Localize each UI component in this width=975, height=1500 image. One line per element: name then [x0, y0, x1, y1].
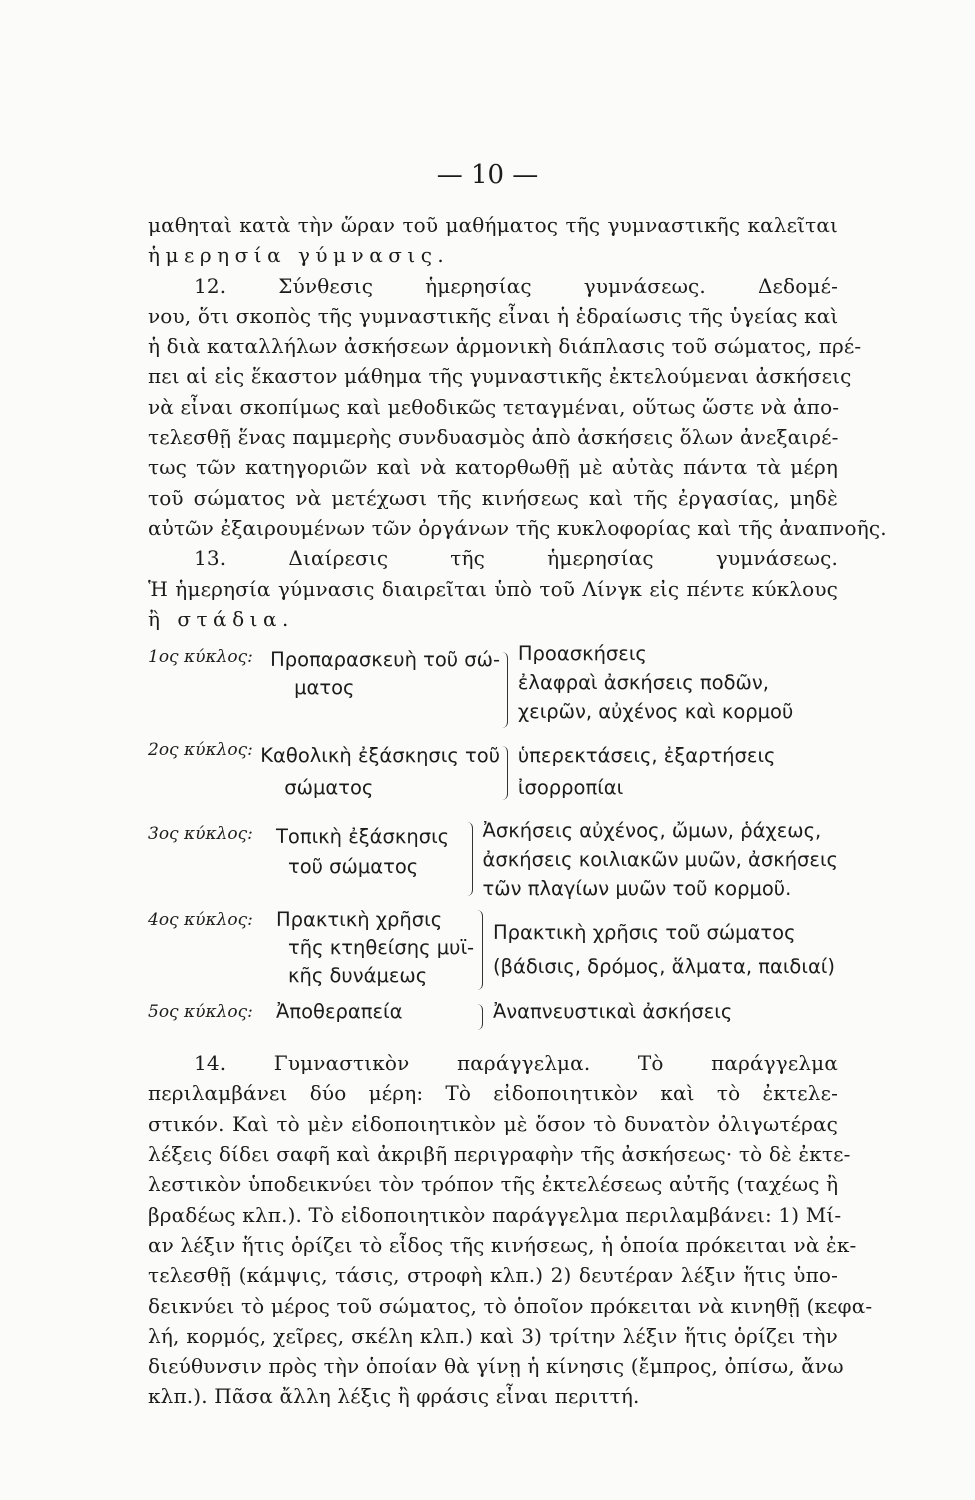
cycle-label: 3ος κύκλος:: [148, 824, 253, 845]
cycle-desc: ἐλαφραὶ ἀσκήσεις ποδῶν,: [517, 671, 769, 695]
section-13-heading: 13. Διαίρεσις τῆς ἡμερησίας γυμνάσεως.: [194, 546, 838, 571]
text-line: αὐτῶν ἐξαιρουμένων τῶν ὀργάνων τῆς κυκλοφορίας καὶ τῆς ἀναπνοῆς.: [148, 515, 887, 540]
cycle-label: 1ος κύκλος:: [148, 647, 253, 668]
cycle-row: [148, 740, 838, 816]
text-line: λέξεις δίδει σαφῆ καὶ ἀκριβῆ περιγραφὴν τῆς ἀσκήσεως· τὸ δὲ ἐκτε-: [148, 1142, 851, 1167]
text-line: τως τῶν κατηγοριῶν καὶ νὰ κατορθωθῇ μὲ αὐτὰς πάντα τὰ μέρη: [148, 455, 838, 480]
cycle-row: [148, 904, 838, 1000]
section-12-heading: 12. Σύνθεσις ἡμερησίας γυμνάσεως. Δεδομέ-: [194, 273, 838, 298]
cycle-desc: χειρῶν, αὐχένος καὶ κορμοῦ: [517, 700, 794, 724]
cycle-title: Ἀποθεραπεία: [276, 1000, 403, 1024]
cycle-title: Προπαρασκευὴ τοῦ σώ-: [270, 648, 500, 672]
cycle-row: [148, 642, 838, 740]
cycle-desc: Ἀναπνευστικαὶ ἀσκήσεις: [492, 1000, 733, 1024]
text-line: βραδέως κλπ.). Τὸ εἰδοποιητικὸν παράγγελμα περιλαμβάνει: 1) Μί-: [148, 1202, 842, 1227]
brace: [464, 822, 472, 896]
text-line: διεύθυνσιν πρὸς τὴν ὁποίαν θὰ γίνῃ ἡ κίνησις (ἔμπρος, ὀπίσω, ἄνω: [148, 1354, 844, 1379]
text-line: αν λέξιν ἥτις ὁρίζει τὸ εἶδος τῆς κινήσεως, ἡ ὁποία πρόκειται νὰ ἐκ-: [148, 1232, 857, 1257]
cycle-title: ματος: [294, 676, 355, 700]
cycle-row: [148, 816, 838, 904]
text-line: πει αἱ εἰς ἕκαστον μάθημα τῆς γυμναστικῆς ἐκτελούμεναι ἀσκήσεις: [148, 364, 852, 389]
cycle-desc: Προασκήσεις: [517, 642, 647, 666]
cycle-label: 2ος κύκλος:: [148, 740, 253, 761]
text-line: δεικνύει τὸ μέρος τοῦ σώματος, τὸ ὁποῖον πρόκειται νὰ κινηθῇ (κεφα-: [148, 1293, 873, 1318]
brace: [500, 652, 508, 728]
text-line: τελεσθῇ ἕνας παμμερὴς συνδυασμὸς ἀπὸ ἀσκήσεις ὅλων ἀνεξαιρέ-: [148, 425, 839, 450]
cycle-row: [148, 1000, 838, 1040]
cycle-label: 5ος κύκλος:: [148, 1002, 253, 1023]
cycle-desc: ἰσορροπίαι: [517, 776, 624, 800]
text-line: κλπ.). Πᾶσα ἄλλη λέξις ἢ φράσις εἶναι περιττή.: [148, 1384, 640, 1409]
text-line: λεστικὸν ὑποδεικνύει τὸν τρόπον τῆς ἐκτελέσεως αὐτῆς (ταχέως ἢ: [148, 1172, 839, 1197]
text-line: λή, κορμός, χεῖρες, σκέλη κλπ.) καὶ 3) τρίτην λέξιν ἥτις ὁρίζει τὴν: [148, 1323, 838, 1348]
brace: [475, 910, 483, 990]
text-line: ἡ διὰ καταλλήλων ἀσκήσεων ἁρμονικὴ διάπλασις τοῦ σώματος, πρέ-: [148, 334, 862, 359]
page-number: — 10 —: [436, 160, 539, 190]
cycle-desc: (βάδισις, δρόμος, ἅλματα, παιδιαί): [492, 955, 836, 979]
cycle-title: Πρακτικὴ χρῆσις: [276, 908, 443, 932]
cycle-title: τῆς κτηθείσης μυϊ-: [288, 936, 475, 960]
text-line: μαθηταὶ κατὰ τὴν ὥραν τοῦ μαθήματος τῆς γυμναστικῆς καλεῖται: [148, 213, 838, 237]
cycle-desc: Ἀσκήσεις αὐχένος, ὤμων, ῥάχεως,: [482, 819, 822, 843]
text-line: νὰ εἶναι σκοπίμως καὶ μεθοδικῶς τεταγμέναι, οὕτως ὥστε νὰ ἀπο-: [148, 394, 840, 419]
page-body: [148, 210, 887, 1412]
cycle-title: σώματος: [284, 776, 374, 800]
cycle-desc: ἀσκήσεις κοιλιακῶν μυῶν, ἀσκήσεις: [482, 848, 838, 872]
cycles-table: [148, 642, 838, 1040]
text-line: νου, ὅτι σκοπὸς τῆς γυμναστικῆς εἶναι ἡ ἑδραίωσις τῆς ὑγείας καὶ: [148, 303, 839, 328]
text-line: περιλαμβάνει δύο μέρη: Τὸ εἰδοποιητικὸν καὶ τὸ ἐκτελε-: [148, 1081, 838, 1106]
cycle-title: κῆς δυνάμεως: [288, 964, 428, 988]
brace: [500, 746, 508, 800]
text-line: τοῦ σώματος νὰ μετέχωσι τῆς κινήσεως καὶ τῆς ἐργασίας, μηδὲ: [148, 485, 838, 510]
text-line: τελεσθῇ (κάμψις, τάσις, στροφὴ κλπ.) 2) δευτέραν λέξιν ἥτις ὑπο-: [148, 1263, 838, 1288]
cycle-desc: Πρακτικὴ χρῆσις τοῦ σώματος: [492, 921, 796, 945]
text-line: στικόν. Καὶ τὸ μὲν εἰδοποιητικὸν μὲ ὅσον τὸ δυνατὸν ὀλιγωτέρας: [148, 1111, 838, 1136]
text-line: ἡμερησία γύμνασις.: [148, 243, 450, 268]
cycle-label: 4ος κύκλος:: [148, 910, 253, 931]
cycle-desc: ὑπερεκτάσεις, ἐξαρτήσεις: [517, 744, 776, 768]
cycle-title: Τοπικὴ ἐξάσκησις: [276, 825, 450, 849]
cycle-title: Καθολικὴ ἐξάσκησις τοῦ: [260, 744, 500, 768]
section-14-heading: 14. Γυμναστικὸν παράγγελμα. Τὸ παράγγελμα: [194, 1051, 838, 1076]
cycle-desc: τῶν πλαγίων μυῶν τοῦ κορμοῦ.: [482, 877, 792, 901]
text-line: ἢ στάδια.: [148, 606, 294, 631]
text-line: Ἡ ἡμερησία γύμνασις διαιρεῖται ὑπὸ τοῦ Λίνγκ εἰς πέντε κύκλους: [148, 576, 838, 601]
brace: [475, 1004, 483, 1030]
cycle-title: τοῦ σώματος: [288, 855, 419, 879]
